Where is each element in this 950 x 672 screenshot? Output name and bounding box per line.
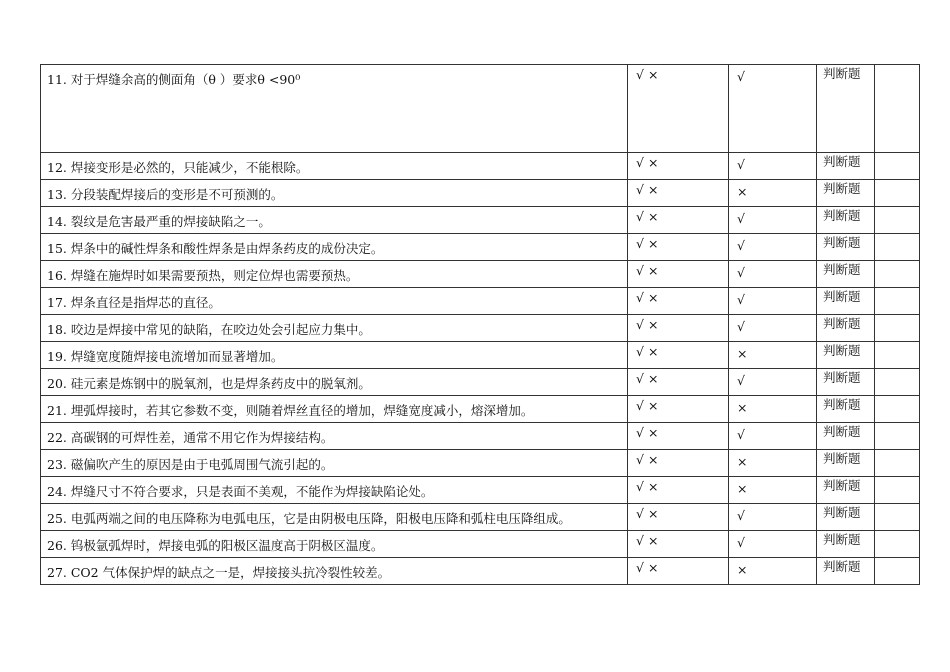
question-row xyxy=(41,65,920,153)
question-text: 13. 分段装配焊接后的变形是不可预测的。 xyxy=(41,180,628,207)
answer-cell: √ xyxy=(729,153,817,180)
question-text: 16. 焊缝在施焊时如果需要预热，则定位焊也需要预热。 xyxy=(41,261,628,288)
question-text: 22. 高碳钢的可焊性差，通常不用它作为焊接结构。 xyxy=(41,423,628,450)
question-type: 判断题 xyxy=(817,396,875,423)
empty-cell xyxy=(875,180,920,207)
options-cell: √ × xyxy=(628,342,729,369)
question-text: 19. 焊缝宽度随焊接电流增加而显著增加。 xyxy=(41,342,628,369)
question-row xyxy=(41,207,920,234)
question-text: 26. 钨极氩弧焊时，焊接电弧的阳极区温度高于阴极区温度。 xyxy=(41,531,628,558)
empty-cell xyxy=(875,65,920,153)
answer-cell: × xyxy=(729,477,817,504)
answer-cell: × xyxy=(729,396,817,423)
question-row xyxy=(41,315,920,342)
question-type: 判断题 xyxy=(817,558,875,585)
question-text: 14. 裂纹是危害最严重的焊接缺陷之一。 xyxy=(41,207,628,234)
empty-cell xyxy=(875,288,920,315)
question-type: 判断题 xyxy=(817,531,875,558)
answer-cell: √ xyxy=(729,369,817,396)
question-row xyxy=(41,180,920,207)
question-type: 判断题 xyxy=(817,207,875,234)
empty-cell xyxy=(875,504,920,531)
empty-cell xyxy=(875,261,920,288)
options-cell: √ × xyxy=(628,234,729,261)
question-row xyxy=(41,369,920,396)
question-text: 23. 磁偏吹产生的原因是由于电弧周围气流引起的。 xyxy=(41,450,628,477)
options-cell: √ × xyxy=(628,531,729,558)
options-cell: √ × xyxy=(628,153,729,180)
question-text: 25. 电弧两端之间的电压降称为电弧电压，它是由阴极电压降，阳极电压降和弧柱电压降组成。 xyxy=(41,504,628,531)
answer-cell: × xyxy=(729,450,817,477)
empty-cell xyxy=(875,396,920,423)
empty-cell xyxy=(875,423,920,450)
question-row xyxy=(41,504,920,531)
answer-cell: √ xyxy=(729,288,817,315)
question-type: 判断题 xyxy=(817,450,875,477)
question-type: 判断题 xyxy=(817,180,875,207)
question-text: 27. CO2 气体保护焊的缺点之一是，焊接接头抗冷裂性较差。 xyxy=(41,558,628,585)
options-cell: √ × xyxy=(628,450,729,477)
empty-cell xyxy=(875,558,920,585)
options-cell: √ × xyxy=(628,558,729,585)
options-cell: √ × xyxy=(628,477,729,504)
options-cell: √ × xyxy=(628,396,729,423)
options-cell: √ × xyxy=(628,261,729,288)
empty-cell xyxy=(875,531,920,558)
empty-cell xyxy=(875,315,920,342)
question-type: 判断题 xyxy=(817,234,875,261)
answer-cell: √ xyxy=(729,531,817,558)
quiz-table xyxy=(40,64,920,585)
question-row xyxy=(41,477,920,504)
question-text: 20. 硅元素是炼钢中的脱氧剂，也是焊条药皮中的脱氧剂。 xyxy=(41,369,628,396)
empty-cell xyxy=(875,369,920,396)
options-cell: √ × xyxy=(628,65,729,153)
options-cell: √ × xyxy=(628,180,729,207)
question-type: 判断题 xyxy=(817,153,875,180)
options-cell: √ × xyxy=(628,288,729,315)
question-text: 17. 焊条直径是指焊芯的直径。 xyxy=(41,288,628,315)
question-type: 判断题 xyxy=(817,342,875,369)
answer-cell: √ xyxy=(729,504,817,531)
question-row xyxy=(41,234,920,261)
answer-cell: √ xyxy=(729,423,817,450)
question-text: 18. 咬边是焊接中常见的缺陷，在咬边处会引起应力集中。 xyxy=(41,315,628,342)
question-text: 11. 对于焊缝余高的侧面角（θ ）要求θ <90⁰ xyxy=(41,65,628,153)
question-text: 15. 焊条中的碱性焊条和酸性焊条是由焊条药皮的成份决定。 xyxy=(41,234,628,261)
empty-cell xyxy=(875,342,920,369)
question-type: 判断题 xyxy=(817,423,875,450)
options-cell: √ × xyxy=(628,369,729,396)
options-cell: √ × xyxy=(628,315,729,342)
empty-cell xyxy=(875,153,920,180)
question-text: 12. 焊接变形是必然的，只能减少，不能根除。 xyxy=(41,153,628,180)
question-row xyxy=(41,261,920,288)
question-type: 判断题 xyxy=(817,261,875,288)
question-row xyxy=(41,396,920,423)
empty-cell xyxy=(875,477,920,504)
question-type: 判断题 xyxy=(817,315,875,342)
question-row xyxy=(41,558,920,585)
answer-cell: √ xyxy=(729,65,817,153)
answer-cell: √ xyxy=(729,234,817,261)
options-cell: √ × xyxy=(628,504,729,531)
question-row xyxy=(41,288,920,315)
quiz-table-body xyxy=(41,65,920,585)
question-type: 判断题 xyxy=(817,477,875,504)
answer-cell: √ xyxy=(729,207,817,234)
question-type: 判断题 xyxy=(817,369,875,396)
question-row xyxy=(41,153,920,180)
question-row xyxy=(41,531,920,558)
question-type: 判断题 xyxy=(817,504,875,531)
answer-cell: √ xyxy=(729,315,817,342)
empty-cell xyxy=(875,450,920,477)
question-row xyxy=(41,423,920,450)
empty-cell xyxy=(875,207,920,234)
question-row xyxy=(41,450,920,477)
question-text: 24. 焊缝尺寸不符合要求，只是表面不美观，不能作为焊接缺陷论处。 xyxy=(41,477,628,504)
options-cell: √ × xyxy=(628,207,729,234)
answer-cell: × xyxy=(729,342,817,369)
options-cell: √ × xyxy=(628,423,729,450)
question-text: 21. 埋弧焊接时，若其它参数不变，则随着焊丝直径的增加，焊缝宽度减小，熔深增加。 xyxy=(41,396,628,423)
empty-cell xyxy=(875,234,920,261)
answer-cell: × xyxy=(729,180,817,207)
answer-cell: √ xyxy=(729,261,817,288)
question-row xyxy=(41,342,920,369)
answer-cell: × xyxy=(729,558,817,585)
question-type: 判断题 xyxy=(817,65,875,153)
question-type: 判断题 xyxy=(817,288,875,315)
